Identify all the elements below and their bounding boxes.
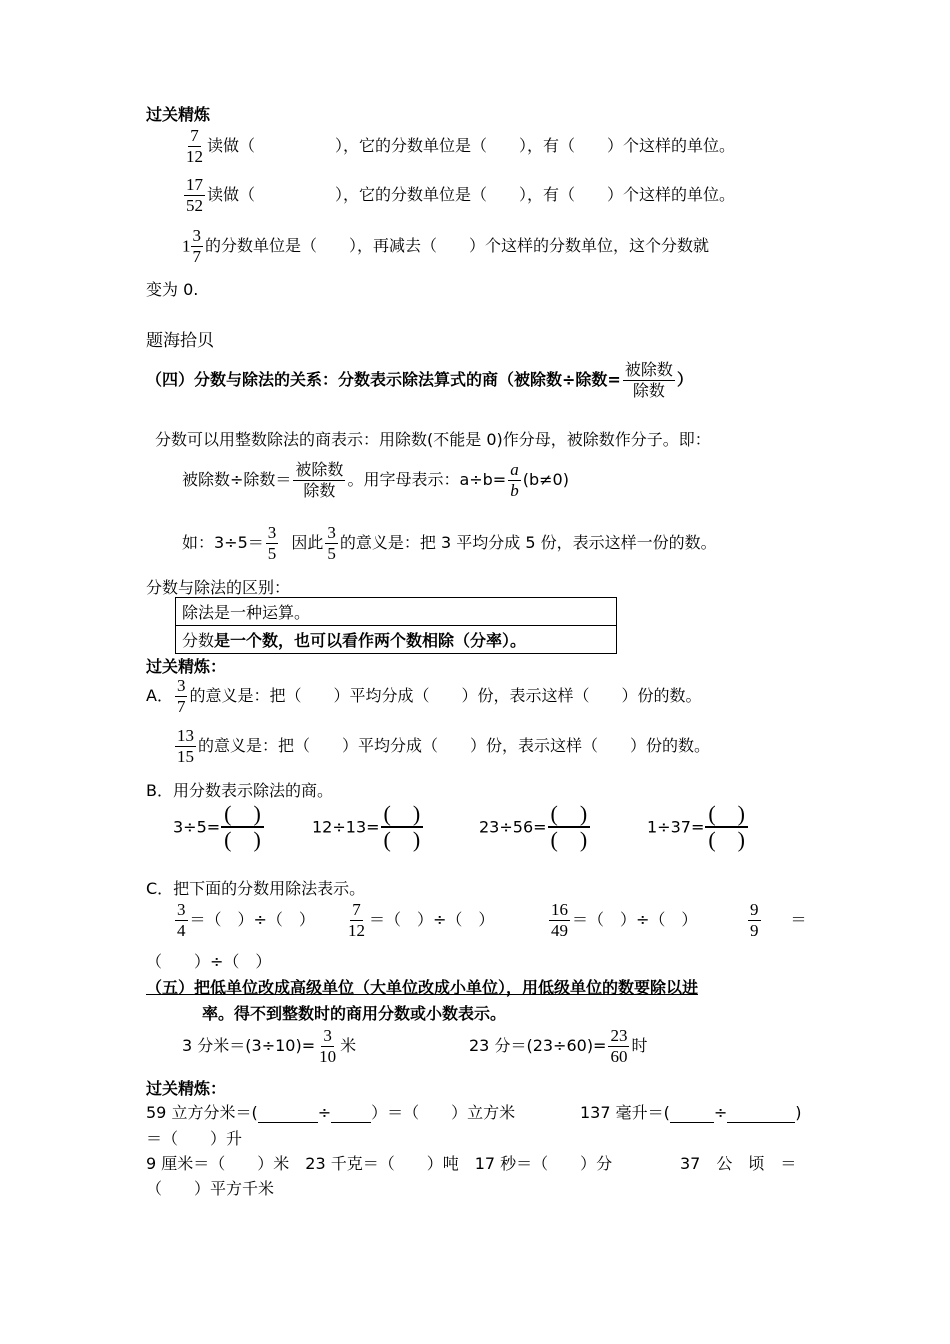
fraction-item: $\frac{7}{12}$ ＝（ ）÷（ ） [348,900,495,940]
paragraph: 分数可以用整数除法的商表示：用除数(不能是 0)作分母，被除数作分子。即： [155,430,711,449]
fill-blank[interactable] [331,1106,371,1123]
fraction: $\frac{23}{60}$ [610,1026,628,1066]
fraction: $\frac{9}{9}$ [750,900,759,940]
answer-fraction: ( ) ( ) [381,802,424,852]
fraction: $\frac{13}{15}$ [177,726,194,766]
exercise-line: C．把下面的分数用除法表示。 [146,879,366,898]
topic-title: （五）把低单位改成高级单位（大单位改成小单位），用低级单位的数要除以进 [146,978,699,997]
division-item: 23÷56= ( ) ( ) [479,802,590,852]
fill-blank[interactable] [258,1106,318,1123]
exercise-line: $\frac{7}{12}$ 读做（ ），它的分数单位是（ ），有（ ）个这样的单位。 [186,126,736,166]
exercise-line: ＝（ ）升 [146,1129,243,1148]
fraction: $\frac{3}{7}$ [176,676,186,716]
fraction: $\frac{16}{49}$ [551,900,568,940]
example-line: 如：3÷5＝ $\frac{3}{5}$ 因此 $\frac{3}{5}$ 的意义是：把 3 平均分成 5 份，表示这样一份的数。 [182,523,717,563]
fraction: $\frac{17}{52}$ [186,175,203,215]
table-row [176,626,617,654]
exercise-line: 59 立方分米＝( ÷ ）＝（ ）立方米 [146,1103,516,1122]
exercise-line: （ ）÷（ ） [146,952,272,971]
fraction: $\frac{\text{被除数}}{\text{除数}}$ [295,460,344,500]
exercise-line: B．用分数表示除法的商。 [146,781,333,800]
exercise-line: $\frac{17}{52}$ 读做（ ），它的分数单位是（ ），有（ ）个这样的单位。 [186,175,736,215]
example-line: 23 分＝(23÷60)= $\frac{23}{60}$ 时 [469,1026,648,1066]
difference-table [175,597,617,654]
fraction-item: $\frac{9}{9}$ ＝ [750,900,807,940]
fraction: $\frac{3}{5}$ [267,523,277,563]
answer-fraction: ( ) ( ) [705,802,748,852]
exercise-line: 变为 0. [146,280,199,299]
section-heading: 题海拾贝 [146,331,214,351]
exercise-line: 37 公 顷 ＝ [680,1154,797,1173]
topic-title-cont: 率。得不到整数时的商用分数或小数表示。 [202,1004,507,1023]
division-item: 1÷37= ( ) ( ) [647,802,748,852]
exercise-line: $\frac{13}{15}$ 的意义是：把（ ）平均分成（ ）份，表示这样（ ）份的数。 [177,726,711,766]
fraction: $\frac{a}{b}$ [510,460,519,500]
section-heading: 过关精炼： [146,657,227,676]
fraction: $\frac{3}{7}$ [192,226,201,266]
fraction: $\frac{3}{10}$ [319,1026,337,1066]
exercise-line: 137 毫升＝( ÷ ) [580,1103,802,1122]
table-cell: 分数是一个数，也可以看作两个数相除（分率）。 [176,626,617,654]
division-item: 3÷5= ( ) ( ) [173,802,264,852]
section-heading: 过关精炼： [146,1079,227,1098]
example-line: 3 分米＝(3÷10)= $\frac{3}{10}$ 米 [182,1026,357,1066]
fill-blank[interactable] [727,1106,795,1123]
fraction: $\frac{\text{被除数}}{\text{除数}}$ [624,360,673,400]
exercise-line: A． $\frac{3}{7}$ 的意义是：把（ ）平均分成（ ）份，表示这样（ ）份的数。 [146,676,702,716]
division-item: 12÷13= ( ) ( ) [312,802,423,852]
fill-blank[interactable] [670,1106,714,1123]
fraction: $\frac{3}{4}$ [177,900,186,940]
fraction: $\frac{7}{12}$ [186,126,203,166]
exercise-line: 1 $\frac{3}{7}$ 的分数单位是（ ），再减去（ ）个这样的分数单位，这个分数就 [182,226,710,266]
answer-fraction: ( ) ( ) [221,802,264,852]
topic-title: （四）分数与除法的关系：分数表示除法算式的商（被除数÷除数= $\frac{\text{被除数}}{\text{除数}}$ ） [146,360,693,400]
fraction: $\frac{7}{12}$ [348,900,365,940]
fraction-item: $\frac{16}{49}$ ＝（ ）÷（ ） [551,900,698,940]
table-cell: 除法是一种运算。 [176,598,617,626]
subheading: 分数与除法的区别： [146,578,291,597]
exercise-line: （ ）平方千米 [146,1179,275,1198]
fraction-item: $\frac{3}{4}$ ＝（ ）÷（ ） [177,900,315,940]
fraction: $\frac{3}{5}$ [327,523,336,563]
section-heading: 过关精炼 [146,105,211,124]
answer-fraction: ( ) ( ) [548,802,591,852]
table-row [176,598,617,626]
exercise-line: 9 厘米＝（ ）米 23 千克＝（ ）吨 17 秒＝（ ）分 [146,1154,613,1173]
formula-line: 被除数÷除数＝ $\frac{\text{被除数}}{\text{除数}}$ 。用字母表示：a÷b= $\frac{a}{b}$ (b≠0) [182,460,569,500]
